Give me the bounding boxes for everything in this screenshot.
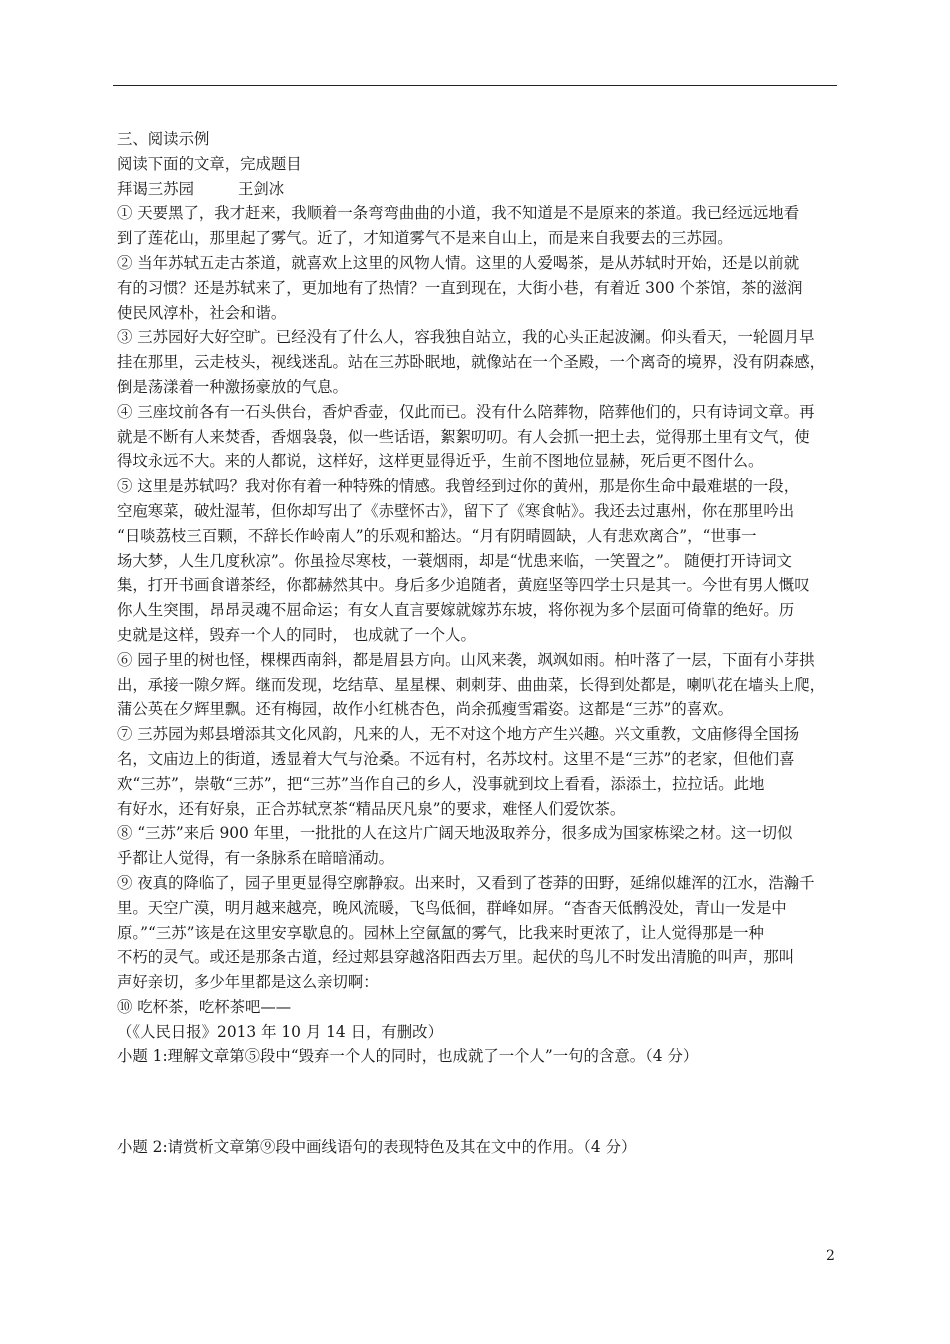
article-line: 空庖寒菜，破灶湿苇，但你却写出了《赤壁怀古》，留下了《寒食帖》。我还去过惠州，你在那里吟出 bbox=[117, 501, 795, 520]
article-line: 名，文庙边上的街道，透显着大气与沧桑。不远有村，名苏坟村。这里不是“三苏”的老家，但他们喜 bbox=[117, 749, 795, 768]
article-line: 乎都让人觉得，有一条脉系在暗暗涌动。 bbox=[117, 849, 395, 868]
article-author: 王剑冰 bbox=[237, 179, 285, 198]
article-line: 声好亲切，多少年里都是这么亲切啊： bbox=[117, 973, 379, 992]
document-body bbox=[117, 127, 841, 1160]
article-line: 你人生突围，昂昂灵魂不屈命运；有女人直言要嫁就嫁苏东坡，将你视为多个层面可倚靠的绝好。历 bbox=[117, 601, 795, 620]
article-line: 原。”“三苏”该是在这里安享歇息的。园林上空氤氲的雾气，比我来时更浓了，让人觉得那是一种 bbox=[117, 923, 764, 942]
article-line: 就是不断有人来焚香，香烟袅袅，似一些话语，絮絮叨叨。有人会抓一把土去，觉得那土里有文气，使 bbox=[117, 427, 810, 446]
article-line: 使民风淳朴，社会和谐。 bbox=[117, 303, 287, 322]
article-line: ⑤ 这里是苏轼吗？我对你有着一种特殊的情感。我曾经到过你的黄州，那是你生命中最难堪的一段， bbox=[117, 477, 800, 496]
article-text bbox=[117, 201, 841, 1019]
article-line: 欢“三苏”，崇敬“三苏”，把“三苏”当作自己的乡人，没事就到坟上看看，添添土，拉拉话。此地 bbox=[117, 774, 765, 793]
article-line: ① 天要黑了，我才赶来，我顺着一条弯弯曲曲的小道，我不知道是不是原来的茶道。我已经远远地看 bbox=[117, 204, 800, 223]
section-heading: 三、阅读示例 bbox=[117, 130, 210, 148]
article-title: 拜谒三苏园 bbox=[117, 179, 194, 198]
article-line: 有好水，还有好泉，正合苏轼烹茶“精品厌凡泉”的要求，难怪人们爱饮茶。 bbox=[117, 799, 626, 818]
article-line: 挂在那里，云走枝头，视线迷乱。站在三苏卧眠地，就像站在一个圣殿，一个离奇的境界，没有阴森感， bbox=[117, 353, 825, 372]
article-line: 蒲公英在夕辉里飘。还有梅园，故作小红桃杏色，尚余孤瘦雪霜姿。这都是“三苏”的喜欢。 bbox=[117, 700, 733, 719]
page-number: 2 bbox=[826, 1248, 835, 1264]
article-line: 史就是这样，毁弃一个人的同时， 也成就了一个人。 bbox=[117, 625, 476, 644]
header-rule bbox=[113, 85, 837, 86]
article-line: ⑨ 夜真的降临了，园子里更显得空廓静寂。出来时，又看到了苍莽的田野，延绵似雄浑的江水，浩瀚千 bbox=[117, 873, 815, 892]
article-line: 里。天空广漠，明月越来越亮，晚风流暖，飞鸟低徊，群峰如屏。“杳杳天低鹘没处，青山一发是中 bbox=[117, 898, 787, 917]
instruction-text: 阅读下面的文章，完成题目 bbox=[117, 154, 302, 173]
article-line: 得坟永远不大。来的人都说，这样好，这样更显得近乎，生前不图地位显赫，死后更不图什么。 bbox=[117, 452, 764, 471]
article-line: 集，打开书画食谱茶经，你都赫然其中。身后多少追随者，黄庭坚等四学士只是其一。今世有男人慨叹 bbox=[117, 576, 810, 595]
article-line: ④ 三座坟前各有一石头供台，香炉香壶，仅此而已。没有什么陪葬物，陪葬他们的，只有诗词文章。再 bbox=[117, 402, 815, 421]
question-2: 小题 2:请赏析文章第⑨段中画线语句的表现特色及其在文中的作用。（4 分） bbox=[117, 1138, 637, 1157]
article-line: 不朽的灵气。或还是那条古道，经过郏县穿越洛阳西去万里。起伏的鸟儿不时发出清脆的叫声，那叫 bbox=[117, 948, 795, 967]
article-line: 到了莲花山，那里起了雾气。近了，才知道雾气不是来自山上，而是来自我要去的三苏园。 bbox=[117, 229, 733, 248]
article-line: ⑥ 园子里的树也怪，棵棵西南斜，都是眉县方向。山风来袭，飒飒如雨。柏叶落了一层，下面有小芽拱 bbox=[117, 650, 815, 669]
source-citation: （《人民日报》2013 年 10 月 14 日，有删改） bbox=[117, 1022, 443, 1041]
answer-space-1 bbox=[117, 1069, 841, 1135]
article-line: ② 当年苏轼五走古茶道，就喜欢上这里的风物人情。这里的人爱喝茶，是从苏轼时开始，还是以前就 bbox=[117, 253, 800, 272]
article-line: 场大梦，人生几度秋凉”。你虽捡尽寒枝，一蓑烟雨，却是“忧患来临，一笑置之”。 随便打开诗词文 bbox=[117, 551, 792, 570]
article-line: ⑩ 吃杯茶，吃杯茶吧—— bbox=[117, 997, 292, 1016]
article-line: 出，承接一隙夕辉。继而发现，圪结草、星星棵、刺刺芽、曲曲菜，长得到处都是，喇叭花在墙头上爬， bbox=[117, 675, 825, 694]
article-title-line bbox=[117, 177, 841, 202]
article-line: ⑦ 三苏园为郏县增添其文化风韵，凡来的人，无不对这个地方产生兴趣。兴文重教，文庙修得全国扬 bbox=[117, 725, 800, 744]
article-line: “日啖荔枝三百颗，不辞长作岭南人”的乐观和豁达。“月有阴晴圆缺，人有悲欢离合”，“世事一 bbox=[117, 526, 757, 545]
question-1: 小题 1:理解文章第⑤段中“毁弃一个人的同时，也成就了一个人”一句的含意。（4 分） bbox=[117, 1047, 699, 1066]
article-line: ③ 三苏园好大好空旷。已经没有了什么人，容我独自站立，我的心头正起波澜。仰头看天，一轮圆月早 bbox=[117, 328, 815, 347]
article-line: ⑧ “三苏”来后 900 年里，一批批的人在这片广阔天地汲取养分，很多成为国家栋梁之材。这一切似 bbox=[117, 824, 793, 843]
article-line: 有的习惯？还是苏轼来了，更加地有了热情？一直到现在，大街小巷，有着近 300 个茶馆，茶的滋润 bbox=[117, 278, 803, 297]
article-line: 倒是荡漾着一种激扬豪放的气息。 bbox=[117, 377, 348, 396]
